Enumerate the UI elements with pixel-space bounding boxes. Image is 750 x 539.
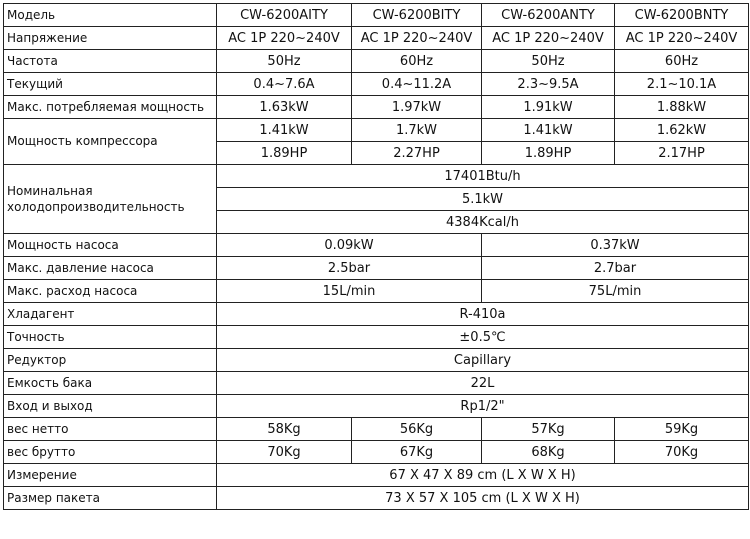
label-reducer: Редуктор: [4, 349, 217, 372]
row-package-size: [4, 487, 749, 510]
row-net-weight: [4, 418, 749, 441]
value-cell: 1.89HP: [217, 142, 352, 165]
value-cell: 2.3~9.5A: [482, 73, 615, 96]
value-cell: 59Kg: [615, 418, 749, 441]
row-precision: [4, 326, 749, 349]
value-cell: 1.97kW: [352, 96, 482, 119]
value-cell: 2.5bar: [217, 257, 482, 280]
value-cell: 1.91kW: [482, 96, 615, 119]
value-cell: Capillary: [217, 349, 749, 372]
row-pump-flow: [4, 280, 749, 303]
row-frequency: [4, 50, 749, 73]
model-cell: CW-6200BNTY: [615, 4, 749, 27]
label-refrigerant: Хладагент: [4, 303, 217, 326]
value-cell: 68Kg: [482, 441, 615, 464]
label-inlet-outlet: Вход и выход: [4, 395, 217, 418]
label-current: Текущий: [4, 73, 217, 96]
value-cell: R-410a: [217, 303, 749, 326]
value-cell: Rp1/2": [217, 395, 749, 418]
value-cell: 5.1kW: [217, 188, 749, 211]
label-max-power: Макс. потребляемая мощность: [4, 96, 217, 119]
value-cell: 22L: [217, 372, 749, 395]
value-cell: 56Kg: [352, 418, 482, 441]
value-cell: 2.1~10.1A: [615, 73, 749, 96]
value-cell: 17401Btu/h: [217, 165, 749, 188]
value-cell: 2.27HP: [352, 142, 482, 165]
row-inlet-outlet: [4, 395, 749, 418]
label-pump-flow: Макс. расход насоса: [4, 280, 217, 303]
value-cell: 60Hz: [352, 50, 482, 73]
row-current: [4, 73, 749, 96]
row-max-power: [4, 96, 749, 119]
value-cell: 2.7bar: [482, 257, 749, 280]
label-package-size: Размер пакета: [4, 487, 217, 510]
row-pump-pressure: [4, 257, 749, 280]
label-tank-capacity: Емкость бака: [4, 372, 217, 395]
value-cell: 58Kg: [217, 418, 352, 441]
row-model: [4, 4, 749, 27]
value-cell: 4384Kcal/h: [217, 211, 749, 234]
value-cell: 0.4~11.2A: [352, 73, 482, 96]
value-cell: 70Kg: [615, 441, 749, 464]
label-compressor-power: Мощность компрессора: [4, 119, 217, 165]
value-cell: 1.41kW: [217, 119, 352, 142]
row-voltage: [4, 27, 749, 50]
row-refrigerant: [4, 303, 749, 326]
value-cell: 1.62kW: [615, 119, 749, 142]
spec-table: [3, 3, 749, 510]
label-model: Модель: [4, 4, 217, 27]
value-cell: 50Hz: [217, 50, 352, 73]
model-cell: CW-6200AITY: [217, 4, 352, 27]
row-cooling-btu: [4, 165, 749, 188]
label-precision: Точность: [4, 326, 217, 349]
value-cell: 15L/min: [217, 280, 482, 303]
row-reducer: [4, 349, 749, 372]
value-cell: 1.7kW: [352, 119, 482, 142]
label-cooling-capacity: Номинальная холодопроизводительность: [4, 165, 217, 234]
row-dimensions: [4, 464, 749, 487]
value-cell: 73 X 57 X 105 cm (L X W X H): [217, 487, 749, 510]
label-pump-pressure: Макс. давление насоса: [4, 257, 217, 280]
label-frequency: Частота: [4, 50, 217, 73]
value-cell: 67Kg: [352, 441, 482, 464]
value-cell: AC 1P 220~240V: [615, 27, 749, 50]
row-tank-capacity: [4, 372, 749, 395]
value-cell: 67 X 47 X 89 cm (L X W X H): [217, 464, 749, 487]
label-pump-power: Мощность насоса: [4, 234, 217, 257]
value-cell: 57Kg: [482, 418, 615, 441]
model-cell: CW-6200BITY: [352, 4, 482, 27]
label-gross-weight: вес брутто: [4, 441, 217, 464]
value-cell: 0.4~7.6A: [217, 73, 352, 96]
row-compressor-kw: [4, 119, 749, 142]
value-cell: 1.89HP: [482, 142, 615, 165]
value-cell: 60Hz: [615, 50, 749, 73]
value-cell: AC 1P 220~240V: [482, 27, 615, 50]
model-cell: CW-6200ANTY: [482, 4, 615, 27]
value-cell: 1.41kW: [482, 119, 615, 142]
value-cell: ±0.5℃: [217, 326, 749, 349]
label-dimensions: Измерение: [4, 464, 217, 487]
row-gross-weight: [4, 441, 749, 464]
value-cell: AC 1P 220~240V: [217, 27, 352, 50]
label-voltage: Напряжение: [4, 27, 217, 50]
label-net-weight: вес нетто: [4, 418, 217, 441]
value-cell: 50Hz: [482, 50, 615, 73]
value-cell: 70Kg: [217, 441, 352, 464]
value-cell: 0.37kW: [482, 234, 749, 257]
value-cell: 0.09kW: [217, 234, 482, 257]
value-cell: AC 1P 220~240V: [352, 27, 482, 50]
value-cell: 75L/min: [482, 280, 749, 303]
value-cell: 2.17HP: [615, 142, 749, 165]
value-cell: 1.63kW: [217, 96, 352, 119]
value-cell: 1.88kW: [615, 96, 749, 119]
row-pump-power: [4, 234, 749, 257]
